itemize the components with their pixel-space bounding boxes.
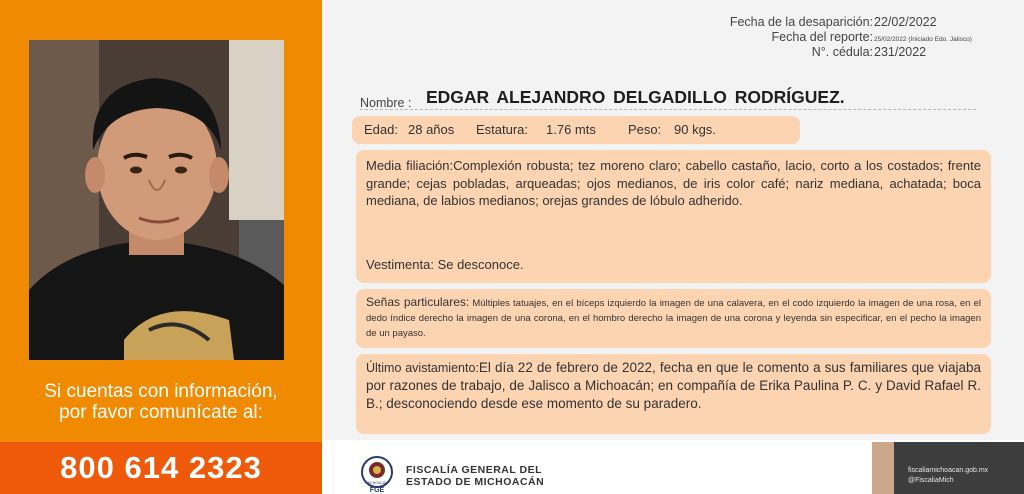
name-row bbox=[360, 86, 976, 110]
report-meta bbox=[730, 15, 994, 60]
height-label: Estatura: bbox=[476, 122, 529, 137]
disappearance-date-row bbox=[730, 15, 994, 30]
disappearance-date-label: Fecha de la desaparición: bbox=[729, 15, 873, 29]
id-value: 231/2022 bbox=[874, 45, 927, 59]
weight-value: 90 kgs. bbox=[674, 122, 716, 137]
website-link[interactable]: fiscaliamichoacan.gob.mx bbox=[908, 467, 989, 474]
physical-stats bbox=[352, 116, 800, 144]
seal-abbr: FGE bbox=[369, 487, 385, 493]
weight-label: Peso: bbox=[628, 122, 662, 137]
id-row bbox=[730, 45, 994, 60]
seal-text: MICHOACÁN bbox=[366, 481, 388, 485]
height-value: 1.76 mts bbox=[546, 122, 596, 137]
clothing-value: Se desconoce. bbox=[437, 257, 524, 272]
footer-contact bbox=[894, 442, 1024, 494]
phone-number[interactable]: 800 614 2323 bbox=[0, 442, 322, 494]
agency-name bbox=[406, 464, 544, 488]
age-value: 28 años bbox=[408, 122, 455, 137]
description-text: Complexión robusta; tez moreno claro; cabello castaño, lacio, corto a los costados; frente grande; cejas pobladas, arqueadas; ojos medianos, de iris color café; nariz mediana, achatada; boca mediana, de labios medianos; orejas grandes de lóbulo adherido. bbox=[366, 158, 981, 208]
contact-panel bbox=[0, 0, 322, 494]
report-date-label: Fecha del reporte: bbox=[771, 30, 873, 44]
marks-box bbox=[356, 289, 991, 348]
marks-text: Múltiples tatuajes, en el bíceps izquierdo la imagen de una calavera, en el codo izquierdo la imagen de una rosa, en el dedo índice derecho la imagen de una corona, en el hombro derecho la imagen de una corona y leyenda sin especificar, en el pecho la imagen de un payaso. bbox=[366, 298, 981, 339]
id-label: N°. cédula: bbox=[811, 45, 873, 59]
social-handle[interactable]: @FiscaliaMich bbox=[908, 477, 954, 484]
marks-label: Señas particulares: bbox=[366, 295, 470, 309]
footer-accent-strip bbox=[872, 442, 894, 494]
person-photo-illustration bbox=[29, 40, 284, 360]
fge-seal-icon bbox=[357, 455, 397, 493]
report-date-row bbox=[730, 30, 994, 45]
contact-line-2: por favor comunícate al: bbox=[59, 402, 263, 423]
contact-line-1: Si cuentas con información, bbox=[44, 381, 278, 402]
description-box bbox=[356, 150, 991, 283]
name-label: Nombre : bbox=[360, 96, 412, 110]
clothing-row bbox=[366, 256, 524, 274]
last-seen-text: El día 22 de febrero de 2022, fecha en que le comento a sus familiares que viajaba por razones de trabajo, de Jalisco a Michoacán; en compañía de Erika Paulina P. C. y David Rafael R. B.; desconociendo desde ese momento de su paradero. bbox=[366, 360, 981, 411]
agency-line-2: ESTADO DE MICHOACÁN bbox=[406, 476, 545, 488]
last-seen-label: Último avistamiento: bbox=[366, 361, 479, 375]
person-name: EDGAR ALEJANDRO DELGADILLO RODRÍGUEZ. bbox=[426, 87, 845, 107]
last-seen-box bbox=[356, 354, 991, 434]
disappearance-date-value: 22/02/2022 bbox=[874, 15, 937, 29]
report-date-value: 25/02/2022 (Iniciado Edo. Jalisco) bbox=[874, 36, 972, 43]
contact-message bbox=[0, 381, 322, 423]
agency-line-1: FISCALÍA GENERAL DEL bbox=[406, 464, 543, 476]
person-photo bbox=[29, 40, 284, 360]
age-label: Edad: bbox=[364, 122, 398, 137]
description-label: Media filiación: bbox=[366, 158, 454, 173]
clothing-label: Vestimenta: bbox=[366, 257, 434, 272]
